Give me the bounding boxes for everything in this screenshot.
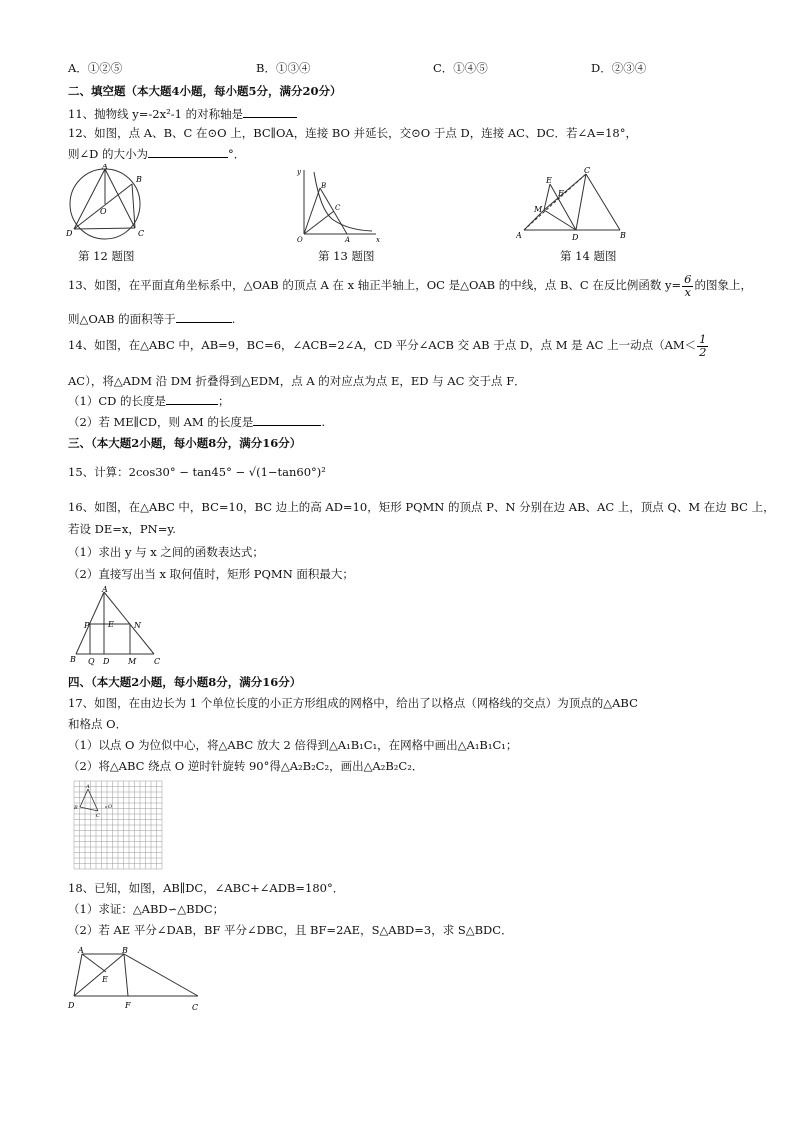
section-2-heading: 二、填空题（本大题4小题，每小题5分，满分20分）	[68, 84, 342, 98]
label-c: C	[335, 204, 341, 212]
answer-blank	[243, 106, 297, 118]
question-13-line1	[68, 274, 752, 298]
label-d: D	[68, 1001, 75, 1010]
label-d: D	[66, 229, 73, 238]
question-12-line2	[68, 146, 245, 162]
answer-blank	[176, 311, 232, 323]
label-c: C	[192, 1003, 199, 1012]
section-3-heading: 三、（本大题2小题，每小题8分，满分16分）	[68, 436, 302, 450]
label-b: B	[620, 231, 626, 240]
question-14-line1	[68, 334, 709, 358]
label-a: A	[78, 946, 84, 955]
label-b: B	[70, 655, 76, 664]
q13-text2: 则△OAB 的面积等于	[68, 312, 176, 326]
label-a: A	[86, 784, 90, 790]
label-e: E	[102, 975, 108, 984]
label-m: M	[534, 205, 543, 214]
label-a: A	[516, 231, 522, 240]
option-d: D．②③④	[591, 61, 647, 75]
answer-blank	[253, 414, 321, 426]
label-m: M	[128, 657, 137, 666]
label-b: B	[321, 182, 327, 190]
label-n: N	[134, 621, 141, 630]
question-15: 15、计算：2cos30° − tan45° − √(1−tan60°)²	[68, 465, 326, 479]
section-4-heading: 四、（本大题2小题，每小题8分，满分16分）	[68, 675, 302, 689]
q13-text: 13、如图，在平面直角坐标系中，△OAB 的顶点 A 在 x 轴正半轴上，OC 是△OAB 的中线，点 B、C 在反比例函数 y=	[68, 278, 682, 292]
question-14-line2: AC），将△ADM 沿 DM 折叠得到△EDM，点 A 的对应点为点 E，ED 与 AC 交于点 F．	[68, 374, 526, 388]
label-f: F	[125, 1001, 131, 1010]
figure-17-grid	[70, 777, 166, 873]
label-c: C	[154, 657, 161, 666]
q14-sub1-text: （1）CD 的长度是	[68, 394, 166, 408]
question-17-part2: （2）将△ABC 绕点 O 逆时针旋转 90°得△A₂B₂C₂，画出△A₂B₂C₂．	[68, 759, 424, 773]
question-16-part2: （2）直接写出当 x 取何值时，矩形 PQMN 面积最大；	[68, 567, 354, 581]
answer-blank	[166, 393, 218, 405]
q14-text: 14、如图，在△ABC 中，AB=9，BC=6，∠ACB=2∠A，CD 平分∠ACB 交 AB 于点 D，点 M 是 AC 上一动点（AM＜	[68, 338, 697, 352]
option-c: C．①④⑤	[433, 61, 488, 75]
option-a: A．①②⑤	[68, 61, 123, 75]
question-17-line1: 17、如图，在由边长为 1 个单位长度的小正方形组成的网格中，给出了以格点（网格线的交点）为顶点的△ABC	[68, 696, 638, 710]
fraction-6-over-x	[682, 274, 693, 298]
label-e: E	[546, 176, 552, 185]
q12-text-post: °．	[228, 147, 246, 161]
label-d: D	[103, 657, 110, 666]
option-b: B．①③④	[256, 61, 311, 75]
question-16-line2: 若设 DE=x，PN=y.	[68, 522, 176, 536]
fraction-denominator: x	[684, 284, 692, 299]
question-13-line2: 则△OAB 的面积等于 .	[68, 312, 236, 326]
q12-text: 则∠D 的大小为	[68, 147, 149, 161]
label-a: A	[102, 164, 108, 171]
question-16-part1: （1）求出 y 与 x 之间的函数表达式；	[68, 545, 264, 559]
figure-12	[62, 164, 158, 246]
label-d: D	[572, 233, 579, 242]
label-p: P	[84, 621, 90, 630]
question-14-part2: （2）若 ME∥CD，则 AM 的长度是 .	[68, 415, 326, 429]
label-q: Q	[88, 657, 95, 666]
question-16-line1: 16、如图，在△ABC 中，BC=10，BC 边上的高 AD=10，矩形 PQMN 的顶点 P、N 分别在边 AB、AC 上，顶点 Q、M 在边 BC 上，	[68, 500, 775, 514]
label-x: x	[376, 236, 380, 244]
label-o: O	[108, 804, 113, 810]
label-a: A	[345, 236, 351, 244]
label-b: B	[136, 175, 142, 184]
answer-blank	[148, 146, 228, 158]
question-17-line2: 和格点 O．	[68, 717, 128, 731]
label-o: O	[297, 236, 303, 244]
caption-figure-13: 第 13 题图	[318, 249, 375, 263]
question-18-part2: （2）若 AE 平分∠DAB，BF 平分∠DBC，且 BF=2AE，S△ABD=3，求 S△BDC．	[68, 923, 513, 937]
figure-13	[292, 164, 382, 244]
caption-figure-14: 第 14 题图	[560, 249, 617, 263]
label-o: O	[100, 207, 107, 216]
fraction-numerator: 1	[699, 332, 707, 346]
label-b: B	[74, 805, 78, 811]
question-17-part1: （1）以点 O 为位似中心，将△ABC 放大 2 倍得到△A₁B₁C₁，在网格中画出△A₁B₁C₁；	[68, 738, 518, 752]
q14-sub2-text: （2）若 ME∥CD，则 AM 的长度是	[68, 415, 254, 429]
question-14-part1: （1）CD 的长度是 ；	[68, 394, 230, 408]
fraction-1-over-2	[697, 334, 708, 358]
label-y: y	[297, 168, 301, 176]
label-f: F	[558, 189, 564, 198]
figure-14	[516, 164, 632, 244]
fraction-denominator: 2	[699, 344, 707, 359]
label-e: E	[108, 620, 114, 629]
label-c: C	[138, 229, 145, 238]
figure-16	[66, 586, 166, 668]
label-c: C	[584, 166, 591, 175]
question-11-text: 11、抛物线 y=-2x²-1 的对称轴是	[68, 107, 244, 121]
label-a: A	[102, 586, 108, 594]
caption-figure-12: 第 12 题图	[78, 249, 135, 263]
question-11	[68, 106, 297, 122]
label-b: B	[122, 946, 128, 955]
question-12-line1: 12、如图，点 A、B、C 在⊙O 上，BC∥OA，连接 BO 并延长，交⊙O 于点 D，连接 AC、DC．若∠A=18°，	[68, 126, 637, 140]
figure-18	[64, 944, 206, 1016]
question-18-part1: （1）求证：△ABD∽△BDC；	[68, 902, 225, 916]
q13-text-post: 的图象上，	[694, 278, 752, 292]
question-18-line1: 18、已知，如图，AB∥DC，∠ABC+∠ADB=180°．	[68, 881, 345, 895]
fraction-numerator: 6	[684, 272, 692, 286]
label-c: C	[96, 813, 100, 819]
